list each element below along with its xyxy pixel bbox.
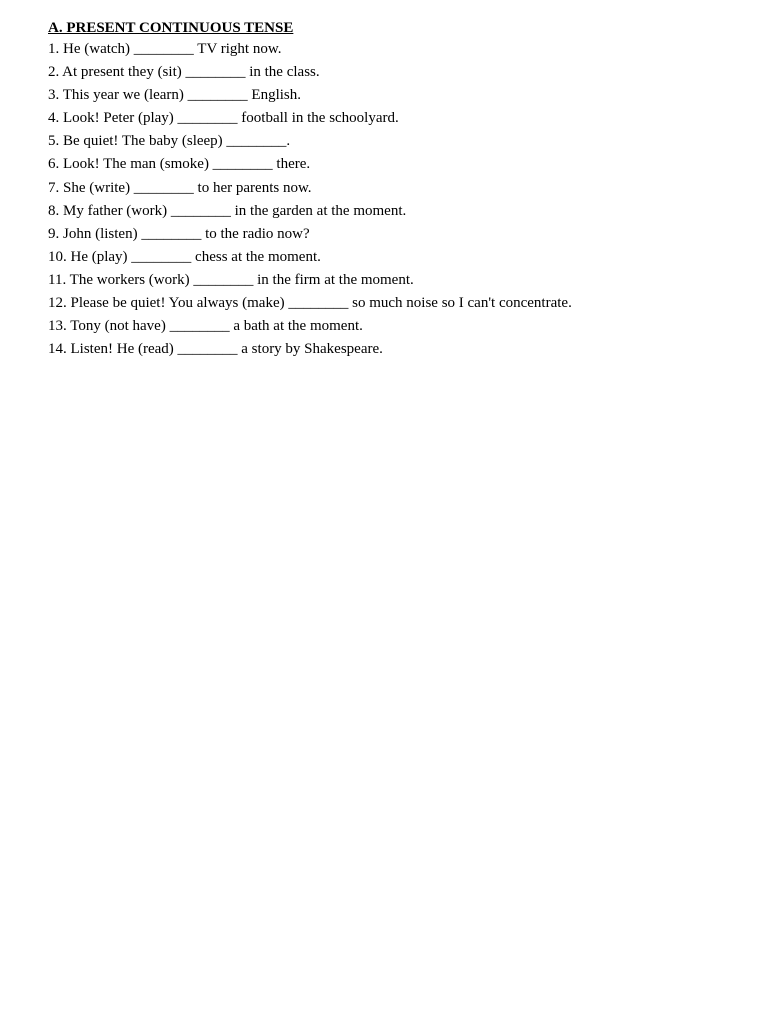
exercise-item: 7. She (write) ________ to her parents now. bbox=[48, 179, 312, 196]
exercise-item: 1. He (watch) ________ TV right now. bbox=[48, 41, 282, 57]
exercise-list bbox=[48, 38, 748, 361]
exercise-item: 3. This year we (learn) ________ English. bbox=[48, 87, 302, 104]
exercise-item: 4. Look! Peter (play) ________ football in the schoolyard. bbox=[48, 110, 399, 127]
document-content bbox=[48, 18, 748, 361]
exercise-item: 11. The workers (work) ________ in the firm at the moment. bbox=[48, 271, 414, 288]
exercise-item: 12. Please be quiet! You always (make) ________ so much noise so I can't concentrate. bbox=[48, 295, 572, 312]
exercise-item: 9. John (listen) ________ to the radio now? bbox=[48, 225, 310, 242]
section-heading: A. PRESENT CONTINUOUS TENSE bbox=[48, 20, 294, 36]
exercise-item: 5. Be quiet! The baby (sleep) ________. bbox=[48, 133, 291, 150]
exercise-item: 6. Look! The man (smoke) ________ there. bbox=[48, 156, 311, 173]
exercise-item: 14. Listen! He (read) ________ a story by Shakespeare. bbox=[48, 341, 383, 358]
exercise-item: 2. At present they (sit) ________ in the class. bbox=[48, 64, 320, 81]
exercise-item: 10. He (play) ________ chess at the moment. bbox=[48, 248, 321, 265]
exercise-item: 8. My father (work) ________ in the garden at the moment. bbox=[48, 202, 407, 219]
exercise-item: 13. Tony (not have) ________ a bath at the moment. bbox=[48, 318, 363, 335]
